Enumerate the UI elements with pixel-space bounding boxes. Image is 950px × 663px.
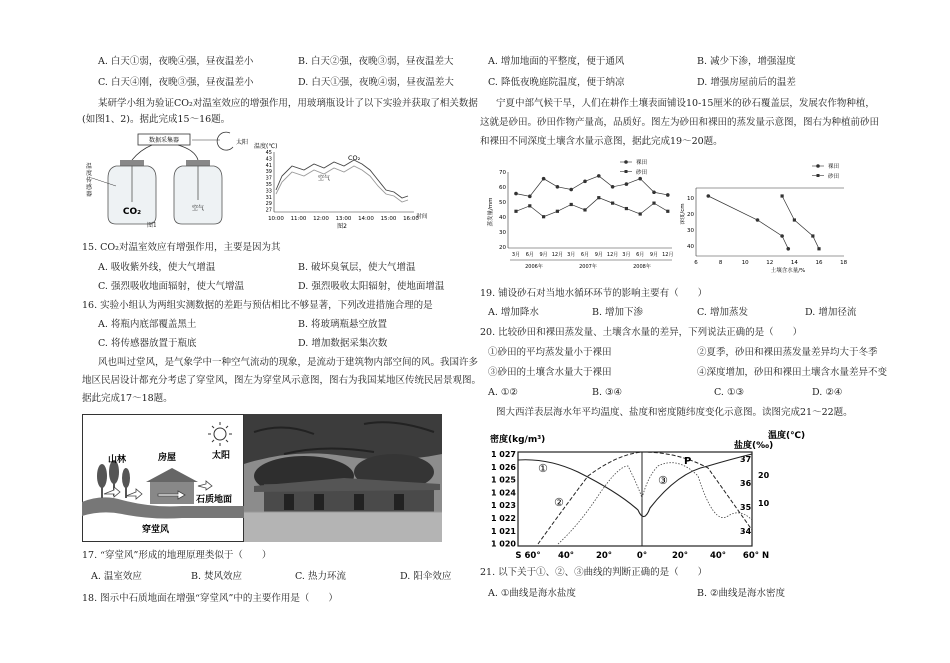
sand-field-evaporation-point [556,210,559,213]
q16-option-c: C. 将传感器放置于瓶底 [98,338,197,349]
house-body [150,482,194,504]
curve-2-marker: ② [554,496,564,509]
through-draft-label: 穿堂风 [142,525,170,535]
fig5-xtick: 16 [815,260,823,266]
density-tick: 1 026 [490,462,516,472]
fig5-xtick: 10 [741,260,749,266]
co2-temperature-series [276,160,408,198]
q19-stem: 19. 铺设砂石对当地水循环环节的影响主要有（ ） [480,288,708,299]
density-tick: 1 020 [490,539,516,549]
latitude-tick: S 60° [515,551,541,561]
fig2-ytick: 31 [265,194,272,201]
fig2-xtick: 12:00 [313,216,329,222]
fig5-ylabel: 深度/cm [680,203,686,225]
temperature-tick: 20 [758,471,770,480]
air-series-label: 空气 [318,175,331,182]
experiment-apparatus-figure [80,130,250,230]
fig4-xtick: 6月 [525,252,534,258]
q14-option-a: A. 白天①弱，夜晚④强，昼夜温差小 [98,56,254,67]
fig4-ytick: 20 [499,245,506,251]
q16-option-a: A. 将瓶内底部覆盖黑土 [98,319,197,330]
year-2006: 2006年 [525,264,543,270]
fig4-xtick: 12月 [662,252,674,258]
q14-option-c: C. 白天④刚，夜晚③强，昼夜温差小 [98,77,254,88]
bare-field-evaporation-point [597,174,601,178]
fig2-xtick: 10:00 [268,216,284,222]
sand-field-evaporation-point [542,215,545,218]
bare-field-evaporation-point [514,192,518,196]
fig5-xtick: 18 [840,260,848,266]
fig4-ytick: 70 [499,170,506,176]
temperature-tick: 10 [758,499,770,508]
temperature-axis-label: 温度(℃) [768,431,806,441]
density-tick: 1 022 [490,514,516,523]
q20-statement-3: ③砂田的土壤含水量大于裸田 [488,367,612,378]
bare-field-evaporation-point [528,195,532,199]
bare-field-evaporation-point [625,182,629,186]
temperature-line-chart [252,140,432,232]
density-tick: 1 024 [490,488,516,498]
fig2-xunit: 时间 [416,214,428,220]
fig4-xtick: 3月 [567,252,576,258]
fig5-ytick: 10 [687,196,694,202]
q18-option-b: B. 减少下渗，增强湿度 [697,56,796,67]
fig2-xtick: 15:00 [380,216,397,222]
q17-stem: 17. “穿堂风”形成的地理原理类似于（ ） [82,550,272,561]
q18-stem: 18. 图示中石质地面在增强“穿堂风”中的主要作用是（ ） [82,593,338,604]
bare-field-moisture-point [786,247,790,251]
q15-option-d: D. 强烈吸收太阳辐射，使地面增温 [298,281,445,292]
q20-option-c: C. ①③ [714,387,745,398]
fig2-xtick: 14:00 [358,216,374,222]
sun-icon [217,132,233,150]
fig4-xtick: 9月 [539,252,548,258]
intro-15-line1: 某研学小组为验证CO₂对温室效应的增强作用，用玻璃瓶设计了以下实验并获取了相关数据 [98,98,478,109]
salinity-tick: 34 [740,527,752,536]
fig4-xtick: 3月 [622,252,631,258]
evaporation-chart [486,156,678,274]
bare-field-moisture-line [708,196,788,249]
sun-label: 太阳 [235,139,249,146]
co2-jar-label: CO₂ [122,207,142,217]
latitude-tick: 40° [709,551,727,561]
fig4-ytick: 60 [499,185,506,191]
sand-field-moisture-point [817,247,820,250]
fig5-xlabel: 土壤含水量/% [770,268,806,274]
sand-field-moisture-line [782,196,819,249]
bare-field-evaporation-point [666,193,670,197]
fig2-ytick: 41 [265,162,272,169]
left-jar-lid [120,160,144,166]
sensor-label: 温度传感器 [86,163,93,198]
bare-field-evaporation-point [569,188,573,192]
intro-17-line3: 据此完成17～18题。 [82,393,173,404]
bare-field-evaporation-point [583,180,587,184]
legend-bare-label: 裸田 [828,164,840,170]
q16-option-b: B. 将玻璃瓶悬空放置 [298,319,388,330]
latitude-tick: 20° [595,551,613,561]
density-tick: 1 027 [490,450,516,459]
bare-field-evaporation-point [556,185,560,189]
q19-option-b: B. 增加下渗 [592,307,644,318]
through-draft-diagram [82,414,244,542]
bare-field-evaporation-point [611,185,615,189]
legend-sand-label: 砂田 [636,170,648,176]
salinity-axis-label: 盐度(‰) [734,441,774,451]
intro-17-line2: 地区民居设计都充分考虑了穿堂风，图左为穿堂风示意图，图右为我国某地区传统民居景观图。 [82,375,482,386]
q20-statement-1: ①砂田的平均蒸发量小于裸田 [488,347,612,358]
fig2-xtick: 13:00 [335,216,352,222]
soil-moisture-chart [680,160,860,276]
stone-ground-label: 石质地面 [196,495,233,505]
q21-option-b: B. ②曲线是海水密度 [697,588,786,599]
bare-field-moisture-point [780,234,784,238]
salinity-tick: 37 [740,455,752,464]
co2-series-label: CO₂ [348,154,361,162]
q20-statement-4: ④深度增加，砂田和裸田土壤含水量差异不变 [697,367,888,378]
fig5-ytick: 20 [687,212,694,218]
q14-option-b: B. 白天②强，夜晚③弱，昼夜温差大 [298,56,454,67]
fig5-ytick: 40 [687,244,694,250]
latitude-tick: 20° [671,551,689,561]
q18-option-c: C. 降低夜晚庭院温度，便于纳凉 [488,77,625,88]
q17-option-d: D. 阳伞效应 [400,571,452,582]
fig4-xtick: 6月 [636,252,645,258]
fig2-ytick: 45 [265,150,272,156]
q17-option-a: A. 温室效应 [91,571,142,582]
sand-field-moisture-point [781,194,784,197]
latitude-tick: 0° [636,551,648,561]
intro-19-line2: 这就是砂田。砂田作物产量高，品质好。图左为砂田和裸田的蒸发量示意图，图右为种植前砂田 [480,117,880,128]
air-temperature-series [276,166,408,202]
salinity-tick: 36 [740,479,752,488]
tree-icon [97,464,107,488]
q20-option-d: D. ②④ [812,387,843,398]
fig4-ylabel: 蒸发量/mm [488,197,494,227]
house-label: 房屋 [158,453,177,463]
collector-label: 数据采集器 [148,137,180,144]
q20-statement-2: ②夏季，砂田和裸田蒸发量差异均大于冬季 [697,347,878,358]
legend-sand-label: 砂田 [828,174,840,180]
q16-stem: 16. 实验小组认为两组实测数据的差距与预估相比不够显著，下列改进措施合理的是 [82,300,433,311]
q20-stem: 20. 比较砂田和裸田蒸发量、土壤含水量的差异，下列说法正确的是（ ） [480,327,803,338]
right-jar-lid [186,160,210,166]
sand-field-evaporation-point [528,204,531,207]
figure-2-caption: 图2 [337,223,347,230]
fig2-ytick: 43 [265,156,272,163]
intro-17-line1: 风也叫过堂风，是气象学中一种空气流动的现象，是流动于建筑物内部空间的风。我国许多 [98,357,479,368]
q18-option-d: D. 增强房屋前后的温差 [697,77,796,88]
sand-field-evaporation-point [625,207,628,210]
sand-field-evaporation-point [652,202,655,205]
intro-19-line1: 宁夏中部气候干旱，人们在耕作土壤表面铺设10-15厘米的砂石覆盖层，发展农作物种植， [496,98,875,109]
q16-option-d: D. 增加数据采集次数 [298,338,388,349]
tree-icon [122,468,130,488]
air-jar-label: 空气 [191,205,205,212]
q21-option-a: A. ①曲线是海水盐度 [488,588,576,599]
q19-option-a: A. 增加降水 [488,307,539,318]
fig4-xtick: 12月 [551,252,564,258]
sand-field-moisture-point [793,218,796,221]
density-axis-label: 密度(kg/m³) [490,435,546,445]
sand-field-evaporation-point [597,196,600,199]
traditional-dwelling-photo [244,414,442,542]
sand-field-evaporation-point [570,203,573,206]
fig4-ytick: 50 [499,200,506,206]
q21-stem: 21. 以下关于①、②、③曲线的判断正确的是（ ） [480,567,708,578]
bare-field-moisture-point [756,218,760,222]
bare-field-evaporation-point [542,177,546,181]
q17-option-c: C. 热力环流 [295,571,346,582]
year-2007: 2007年 [579,264,597,270]
fig4-ytick: 30 [499,230,506,236]
fig2-ytick: 29 [265,201,272,208]
fig4-ytick: 40 [499,215,506,221]
q20-option-a: A. ①② [488,387,518,398]
fig5-ytick: 30 [687,228,694,234]
intro-15-line2: (如图1、2)。据此完成15～16题。 [82,114,231,125]
fig4-xtick: 6月 [580,252,590,258]
q15-option-b: B. 破坏臭氧层，使大气增温 [298,262,416,273]
atlantic-surface-water-chart [478,426,818,564]
salinity-tick: 35 [740,503,752,512]
fig4-xtick: 12月 [606,252,619,258]
bare-field-evaporation-point [652,190,656,194]
fig5-xtick: 8 [718,260,723,266]
fig2-xtick: 16:00 [403,216,419,222]
q14-option-d: D. 白天①强，夜晚④弱，昼夜温差大 [298,77,454,88]
q15-option-a: A. 吸收紫外线，使大气增温 [98,262,216,273]
fig2-ytick: 27 [265,207,272,214]
point-p-label: P [684,456,692,467]
sand-field-evaporation-point [666,210,669,213]
curve-1-marker: ① [538,462,548,475]
bare-field-evaporation-point [638,177,642,181]
intro-21: 图大西洋表层海水年平均温度、盐度和密度随纬度变化示意图。读图完成21～22题。 [496,407,853,418]
bare-field-evaporation-line [516,176,668,196]
bare-field-moisture-point [707,194,711,198]
intro-19-line3: 和裸田不同深度土壤含水量示意图，据此完成19～20题。 [480,136,723,147]
year-2008: 2008年 [633,264,651,270]
fig4-xtick: 9月 [594,252,603,258]
curve-3-marker: ③ [658,474,668,487]
q19-option-c: C. 增加蒸发 [697,307,748,318]
fig2-xtick: 11:00 [290,216,307,222]
sand-field-evaporation-point [611,202,614,205]
fig4-xtick: 3月 [511,252,521,258]
latitude-tick: 60° N [742,551,770,561]
sand-field-evaporation-point [639,212,642,215]
q19-option-d: D. 增加径流 [805,307,857,318]
sand-field-evaporation-point [583,208,586,211]
q18-option-a: A. 增加地面的平整度，便于通风 [488,56,625,67]
sand-field-evaporation-point [514,210,517,213]
sand-field-moisture-point [811,234,814,237]
fig2-ylabel: 温度(℃) [254,143,278,150]
legend-bare-label: 裸田 [636,160,648,166]
q20-option-b: B. ③④ [592,387,623,398]
density-tick: 1 021 [490,526,516,536]
curve-2 [538,452,752,544]
forest-label: 山林 [108,455,127,465]
fig5-xtick: 14 [790,260,798,266]
latitude-tick: 40° [557,551,575,561]
curve-3 [558,463,752,544]
q15-stem: 15. CO₂对温室效应有增强作用，主要是因为其 [82,242,281,253]
fig4-xtick: 9月 [649,252,659,258]
q15-option-c: C. 强烈吸收地面辐射，使大气增温 [98,281,244,292]
fig2-ytick: 37 [265,175,272,182]
figure-1-caption: 图1 [147,222,157,229]
sun-label: 太阳 [212,451,231,461]
fig2-ytick: 35 [265,182,272,188]
fig5-xtick: 6 [694,260,698,266]
fig2-ytick: 39 [265,169,272,176]
density-tick: 1 023 [490,501,516,511]
density-tick: 1 025 [490,475,516,485]
q17-option-b: B. 焚风效应 [191,571,243,582]
fig5-xtick: 12 [766,260,774,266]
sand-field-evaporation-line [516,198,668,217]
fig2-ytick: 33 [265,188,272,195]
